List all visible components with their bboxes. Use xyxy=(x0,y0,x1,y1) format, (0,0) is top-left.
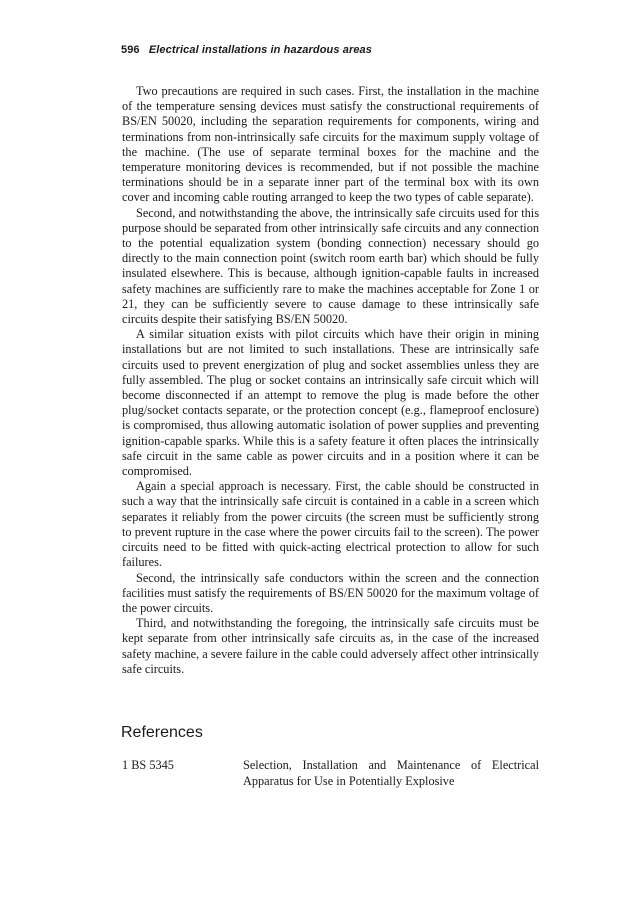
running-title: Electrical installations in hazardous areas xyxy=(148,44,372,56)
paragraph: Again a special approach is necessary. First, the cable should be constructed in such a way that the intrinsically safe circuit is contained in a cable in a screen which separates it reliably from the power circuits (the screen must be sufficiently strong to prevent rupture in the case where the power circuits fail to the screen). The power circuits need to be fitted with quick-acting electrical protection to allow for such failures. xyxy=(122,479,539,570)
reference-text: Selection, Installation and Maintenance of Electrical Apparatus for Use in Potentially Explosive xyxy=(243,758,539,788)
paragraph: Second, the intrinsically safe conductors within the screen and the connection facilities must satisfy the requirements of BS/EN 50020 for the maximum voltage of the power circuits. xyxy=(122,570,539,615)
references-heading: References xyxy=(121,724,203,741)
paragraph: Third, and notwithstanding the foregoing, the intrinsically safe circuits must be kept separate from other intrinsically safe circuits as, in the case of the increased safety machine, a severe failure in the cable could adversely affect other intrinsically safe circuits. xyxy=(122,616,539,676)
page-number: 596 xyxy=(121,44,140,56)
running-header xyxy=(121,44,372,56)
paragraph: Second, and notwithstanding the above, the intrinsically safe circuits used for this purpose should be separated from other intrinsically safe circuits and any connection to the potential equalization system (bonding connection) necessary should go directly to the main connection point (switch room earth bar) which should be fully insulated elsewhere. This is because, although ignition-capable faults in increased safety machines are sufficiently rare to make the machines acceptable for Zone 1 or 21, they can be sufficiently severe to cause damage to these intrinsically safe circuits despite their satisfying BS/EN 50020. xyxy=(122,205,539,327)
body-text xyxy=(122,84,539,677)
paragraph: Two precautions are required in such cases. First, the installation in the machine of the temperature sensing devices must satisfy the constructional requirements of BS/EN 50020, including the separation requirements for components, wiring and terminations from non-intrinsically safe circuits for the maximum supply voltage of the machine. (The use of separate terminal boxes for the machine and the temperature monitoring devices is recommended, but if not possible the machine terminations should be in a separate inner part of the terminal box with its own cover and incoming cable routing arranged to keep the two types of cable separate). xyxy=(122,84,539,205)
reference-number: 1 BS 5345 xyxy=(122,758,174,772)
paragraph: A similar situation exists with pilot circuits which have their origin in mining installations but are not limited to such installations. These are intrinsically safe circuits used to prevent energization of plug and socket assemblies unless they are fully assembled. The plug or socket contains an intrinsically safe circuit which will become disconnected if an attempt to remove the plug is made before the other plug/socket contacts separate, or the protection concept (e.g., flameproof enclosure) is compromised, thus allowing automatic isolation of power supplies and preventing ignition-capable sparks. While this is a safety feature it often places the intrinsically safe circuit in the same cable as power circuits and in a position where it can be compromised. xyxy=(122,327,539,479)
